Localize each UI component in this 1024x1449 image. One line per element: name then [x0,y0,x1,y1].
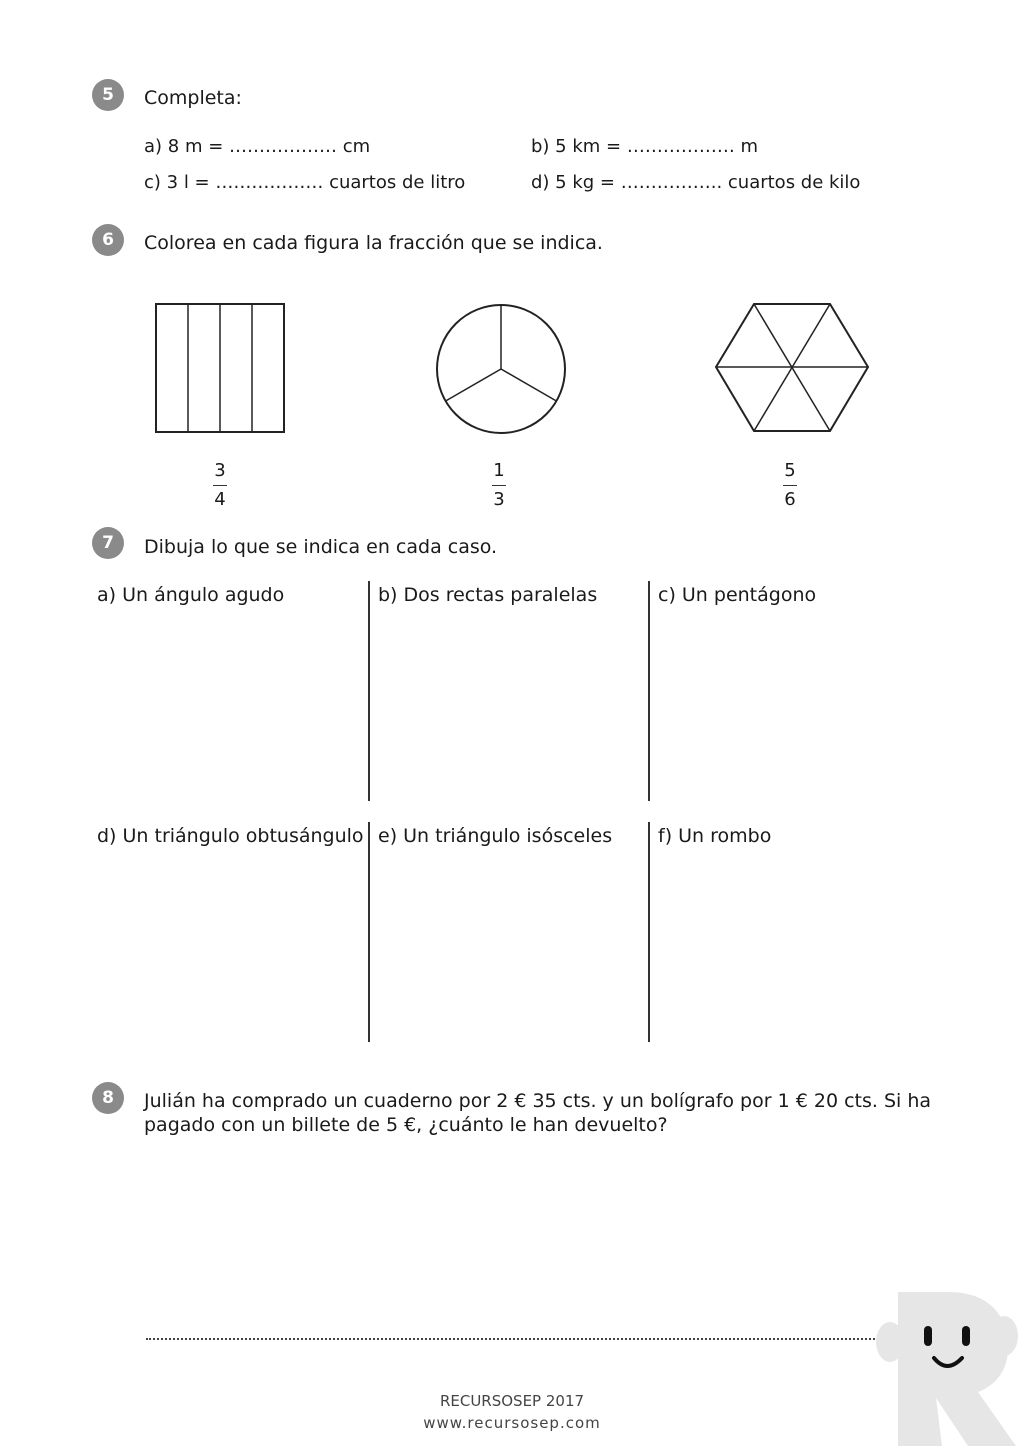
fraction-numerator: 5 [784,460,796,481]
cell-divider [368,822,370,1042]
fraction-denominator: 3 [493,489,505,510]
footer-url[interactable]: www.recursosep.com [423,1414,601,1432]
draw-cell-e-label: e) Un triángulo isósceles [378,825,613,847]
fraction-numerator: 1 [493,460,505,481]
fraction-bar [783,485,797,486]
exercise-6-number: 6 [92,224,124,256]
exercise-6-title: Colorea en cada figura la fracción que se indica. [144,232,603,254]
fraction-three-quarters [205,460,235,511]
fraction-bar [213,485,227,486]
fraction-five-sixths [775,460,805,511]
exercise-5-item-d: d) 5 kg = …………….. cuartos de kilo [531,172,861,193]
draw-cell-c-label: c) Un pentágono [658,584,817,606]
draw-cell-f-label: f) Un rombo [658,825,772,847]
cell-divider [648,822,650,1042]
footer-credit: RECURSOSEP 2017 [439,1392,585,1410]
exercise-8-line-1: Julián ha comprado un cuaderno por 2 € 35 cts. y un bolígrafo por 1 € 20 cts. Si ha [144,1090,932,1112]
fraction-one-third [484,460,514,511]
exercise-8-line-2: pagado con un billete de 5 €, ¿cuánto le han devuelto? [144,1114,668,1136]
cell-divider [648,581,650,801]
fraction-denominator: 4 [214,489,226,510]
cell-divider [368,581,370,801]
circle-figure[interactable] [430,298,572,440]
square-figure[interactable] [150,298,290,438]
exercise-7-title: Dibuja lo que se indica en cada caso. [144,536,498,558]
exercise-5-item-a: a) 8 m = ……………… cm [144,136,371,157]
exercise-7-number: 7 [92,527,124,559]
exercise-8-number: 8 [92,1082,124,1114]
fraction-denominator: 6 [784,489,796,510]
exercise-5-item-b: b) 5 km = ……………… m [531,136,759,157]
exercise-5-title: Completa: [144,87,242,109]
fraction-numerator: 3 [214,460,226,481]
fraction-bar [492,485,506,486]
hexagon-figure[interactable] [710,298,874,438]
exercise-5-item-c: c) 3 l = ……………… cuartos de litro [144,172,466,193]
draw-cell-a-label: a) Un ángulo agudo [97,584,285,606]
exercise-5-number: 5 [92,79,124,111]
answer-line[interactable] [146,1337,906,1340]
draw-cell-d-label: d) Un triángulo obtusángulo [97,825,364,847]
draw-cell-b-label: b) Dos rectas paralelas [378,584,598,606]
